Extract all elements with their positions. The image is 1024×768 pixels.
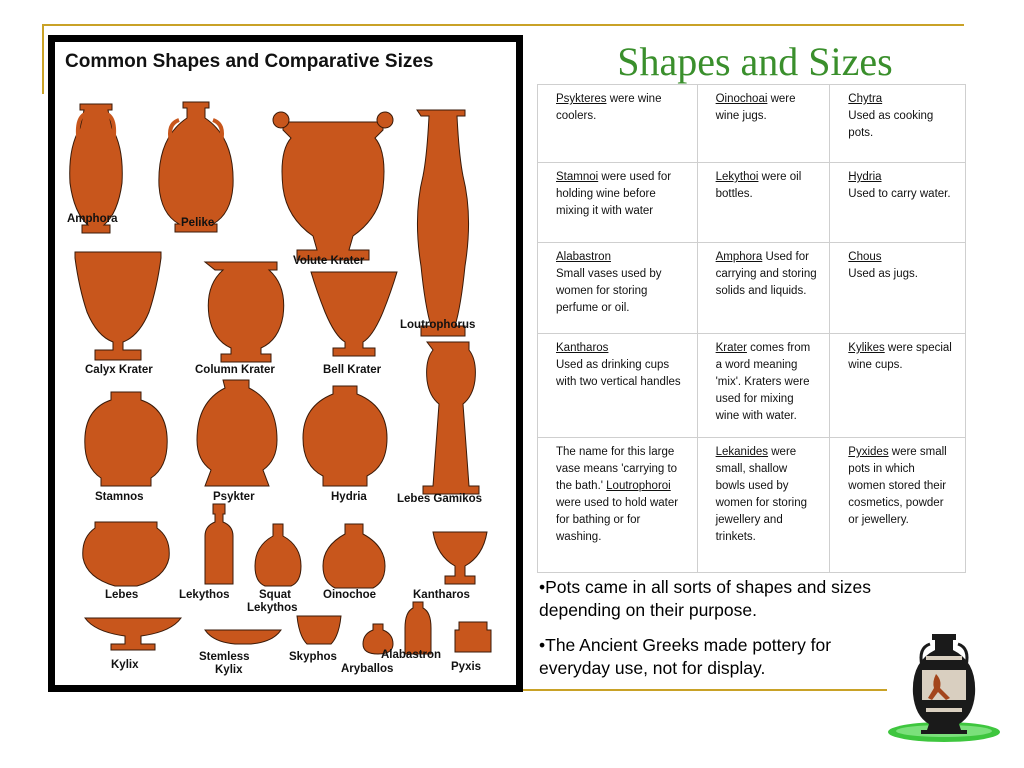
table-cell [697, 243, 830, 334]
top-rule [42, 24, 964, 26]
label-hydria: Hydria [331, 491, 367, 503]
stamnos-vase [85, 392, 167, 486]
table-cell [697, 85, 830, 163]
pottery-chart-image [48, 35, 523, 692]
label-stemless-kylix: Kylix [215, 664, 243, 676]
table-row [538, 334, 966, 438]
term-link: Pyxides [848, 446, 889, 458]
pottery-chart-canvas [55, 42, 516, 685]
table-cell [538, 438, 698, 573]
term-link: Chous [848, 251, 882, 263]
lebes-gamikos-vase [423, 342, 479, 494]
lebes-vase [83, 522, 170, 586]
column-krater-vase [205, 262, 284, 362]
term-description: were wine coolers. [556, 93, 662, 122]
bullet-item: •Pots came in all sorts of shapes and sizes depending on their purpose. [539, 577, 871, 620]
table-cell [830, 243, 966, 334]
psykter-vase [197, 380, 277, 486]
table-cell [538, 85, 698, 163]
table-cell [830, 163, 966, 243]
term-description: comes from a word meaning 'mix'. Kraters were used for mixing wine with water. [715, 342, 811, 422]
term-link: Hydria [848, 171, 882, 183]
label-lekythos: Lekythos [179, 589, 230, 601]
table-row [538, 85, 966, 163]
term-description: were small, shallow bowls used by women for storing jewellery and trinkets. [715, 446, 808, 543]
table-cell [538, 163, 698, 243]
stemless-kylix-vase [205, 630, 281, 644]
pottery-illustrations [55, 42, 516, 685]
term-link: Kantharos [556, 342, 609, 354]
term-prefix: The name for this large vase means 'carrying to the bath.' [556, 446, 678, 492]
term-link: Kylikes [848, 342, 885, 354]
table-cell [697, 334, 830, 438]
term-description: were used to hold water for bathing or for washing. [556, 497, 679, 543]
label-lebes-gamikos: Lebes Gamikos [397, 493, 483, 505]
label-bell-krater: Bell Krater [323, 364, 382, 376]
table-cell [538, 334, 698, 438]
kylix-vase [85, 618, 181, 650]
label-pelike: Pelike [181, 217, 215, 229]
table-row [538, 163, 966, 243]
term-description: Used for carrying and storing solids and liquids. [715, 251, 817, 297]
calyx-krater-vase [75, 252, 161, 360]
term-description: were special wine cups. [848, 342, 952, 371]
lekythos-vase [205, 504, 233, 584]
pyxis-vase [455, 622, 491, 652]
kantharos-vase [433, 532, 487, 584]
label-kantharos: Kantharos [413, 589, 470, 601]
hydria-vase [303, 386, 387, 486]
label-pyxis: Pyxis [451, 661, 482, 673]
term-link: Stamnoi [556, 171, 599, 183]
label-lebes: Lebes [105, 589, 139, 601]
term-description: were small pots in which women stored their cosmetics, powder or jewellery. [848, 446, 947, 526]
label-stamnos: Stamnos [95, 491, 144, 503]
slide-title: Shapes and Sizes [617, 39, 893, 84]
table-cell [697, 438, 830, 573]
greek-amphora-picture [886, 628, 1002, 744]
label-squat-lekythos: Lekythos [247, 602, 298, 614]
term-link: Chytra [848, 93, 883, 105]
table-row [538, 243, 966, 334]
label-alabastron: Alabastron [381, 649, 442, 661]
label-oinochoe: Oinochoe [323, 589, 377, 601]
term-link: Loutrophoroi [606, 480, 671, 492]
term-link: Oinochoai [715, 93, 768, 105]
label-skyphos: Skyphos [289, 651, 337, 663]
table-cell [830, 85, 966, 163]
skyphos-vase [297, 616, 341, 644]
term-description: were oil bottles. [715, 171, 802, 200]
term-link: Psykteres [556, 93, 607, 105]
label-psykter: Psykter [213, 491, 255, 503]
squat-lekythos-vase [255, 524, 301, 586]
label-volute-krater: Volute Krater [293, 255, 365, 267]
bullet-item: •The Ancient Greeks made pottery for everyday use, not for display. [539, 635, 832, 678]
term-link: Lekythoi [715, 171, 759, 183]
term-description: Used as cooking pots. [848, 110, 934, 139]
table-row [538, 438, 966, 573]
table-cell [830, 438, 966, 573]
bullet-list [539, 576, 939, 692]
pottery-info-table [537, 84, 966, 573]
left-rule [42, 24, 44, 94]
term-description: Used as drinking cups with two vertical handles [556, 359, 681, 388]
label-squat: Squat [259, 589, 291, 601]
table-cell [697, 163, 830, 243]
term-description: were used for holding wine before mixing it with water [556, 171, 672, 217]
term-link: Amphora [715, 251, 763, 263]
term-description: Used to carry water. [848, 188, 951, 200]
volute-krater-vase [273, 112, 393, 260]
pottery-chart-title: Common Shapes and Comparative Sizes [65, 51, 434, 72]
label-loutrophorus: Loutrophorus [400, 319, 476, 331]
label-calyx-krater: Calyx Krater [85, 364, 153, 376]
label-amphora: Amphora [67, 213, 118, 225]
term-link: Krater [715, 342, 747, 354]
alabastron-vase [405, 602, 431, 654]
table-cell [830, 334, 966, 438]
label-column-krater: Column Krater [195, 364, 275, 376]
label-kylix: Kylix [111, 659, 139, 671]
label-stemless: Stemless [199, 651, 250, 663]
pelike-vase [159, 102, 233, 232]
term-description: were wine jugs. [715, 93, 796, 122]
term-description: Small vases used by women for storing perfume or oil. [556, 268, 662, 314]
bell-krater-vase [311, 272, 397, 356]
term-description: Used as jugs. [848, 268, 918, 280]
loutrophorus-vase [417, 110, 469, 336]
table-cell [538, 243, 698, 334]
label-aryballos: Aryballos [341, 663, 394, 675]
oinochoe-vase [323, 524, 385, 588]
term-link: Alabastron [556, 251, 611, 263]
term-link: Lekanides [715, 446, 769, 458]
